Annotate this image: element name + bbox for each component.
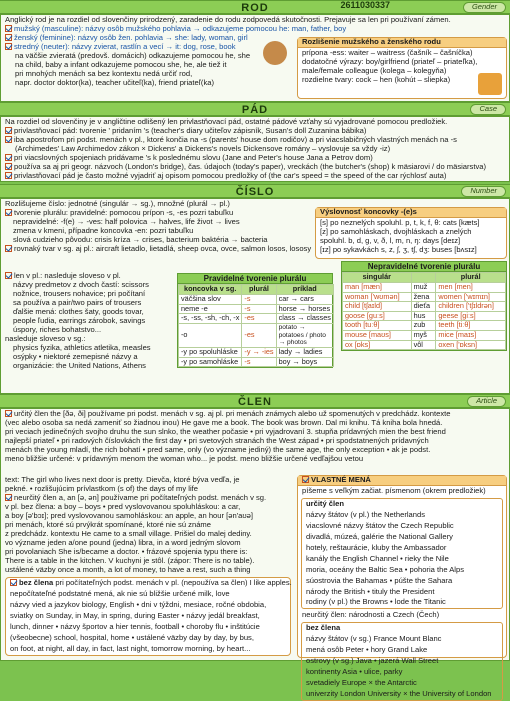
section-tag: Article (467, 396, 506, 407)
pad-line: pri viacslovných spojeniach pridávame 's k poslednému slovu (Jane and Peter's house Jana a Petrov dom) (5, 154, 505, 163)
section-title: PÁD (241, 104, 269, 116)
clen-line: a boy [ə'bɔɪ]; pred vyslovovanou samohláskou: an apple, an hour [ən'aʊə] (5, 510, 254, 520)
checkbox-icon (5, 209, 12, 216)
table-row: neme -e -s horse → horses (179, 304, 334, 314)
no-article-line: bez člena pri počítateľných podst. menách v pl. (nepoužíva sa člen) I like apples. (6, 578, 290, 589)
checkbox-icon (5, 272, 12, 279)
section-rod-body (0, 14, 510, 102)
box-line: prípona -ess: waiter – waitress (čašník – čašníčka) (302, 47, 473, 57)
cislo-line: nepravidelné: -f(e) → -ves: half polovica → halves, life život → lives (13, 216, 240, 226)
box-line: mená osôb Peter • hory Grand Lake (306, 645, 428, 655)
rooster-icon (478, 73, 502, 95)
box-line: rodiny (v pl.) the Browns • lode the Titanic (306, 597, 446, 607)
box-line: kanály the English Channel • rieky the Nile (306, 553, 449, 563)
cislo-line: organizácie: the United Nations, Athens (13, 360, 146, 370)
box-line: [z] po samohláskach, dvojhláskach a znelých (320, 226, 472, 236)
column-header: koncovka v sg. (179, 285, 242, 295)
pad-line: privlastňovací pád: tvorenie ' pridaním 's (teacher's diary učiteľov zápisník, Susan's doll Zuzanina bábika) (5, 127, 505, 136)
pad-line: iba apostrofom pri podst. menách v pl., ktoré končia na -s (parents' house dom rodičov) a pri viacslabičných vlastných menách na -s (5, 136, 505, 145)
table-title: Pravidelné tvorenie plurálu (178, 274, 332, 284)
pad-line: používa sa aj pri geogr. názvoch (London's bridge), čas. údajoch (today's paper), vreckách (the butcher's (shop) k mäsiarovi / do mäsiarstva) (5, 163, 505, 172)
section-tag: Gender (463, 2, 506, 13)
cislo-line: Rozlišujeme číslo: jednotné (singulár → sg.), množné (plurál → pl.) (5, 199, 230, 208)
box-title: Rozlišenie mužského a ženského rodu (298, 38, 506, 48)
gender-distinction-box (297, 37, 507, 99)
product-code: 2611030337 (340, 0, 390, 10)
cislo-line: slová cudzieho pôvodu: crisis kríza → crises, bacterium baktéria → bacteria (13, 234, 268, 244)
clen-line: menách the young mladí, the rich bohatí • pred same, only (vo význame jediný) the same age, the only exception • ak je podst. (5, 444, 431, 454)
section-clen-header (0, 394, 510, 408)
no-article-line: sviatky on Sunday, in May, in spring, during Easter • názvy jedál breakfast, (10, 611, 260, 621)
table-row: mouse [maʊs] myš mice [maɪs] (343, 331, 506, 341)
cislo-line: rovnaký tvar v sg. aj pl.: aircraft lietadlo, lietadlá, sheep ovca, ovce, salmon losos, lososy (5, 245, 309, 254)
clen-line: vo význame jeden a/one pound (jedna) libra, in a word jedným slovom (5, 537, 241, 547)
cislo-line: nožnice, trousers nohavice; pri počítaní (13, 288, 146, 298)
cislo-line: tvorenie plurálu: pravidelné: pomocou prípon -s, -es pozri tabuľku (5, 209, 309, 218)
clen-line: (vec alebo osoba sa nedá zameniť so žiadnou inou) He gave me a book. The book was brown. Dal mi knihu. Tá kniha bola hnedá. (5, 417, 443, 427)
section-pad-header (0, 102, 510, 116)
rod-intro: Anglický rod je na rozdiel od slovenčiny prirodzený, zaradenie do rodu zodpovedá skutočnosti. Prejavuje sa len pri používaní zámen. (5, 15, 451, 24)
cislo-line: osýpky • niektoré zemepisné názvy a (13, 351, 138, 361)
box-subtitle: určitý člen (306, 498, 344, 508)
definite-article-box (301, 498, 503, 610)
table-row: man [mæn] muž men [men] (343, 283, 506, 293)
box-line: rozdielne tvary: cock – hen (kohút – sliepka) (302, 74, 451, 84)
box-line: neurčitý člen: národnosti a Czech (Čech) (302, 610, 440, 620)
no-article-line: lunch, dinner • názvy športov a hier tennis, football • choroby flu • inštitúcie (10, 622, 260, 632)
box-line: male/female colleague (kolega – kolegyňa) (302, 65, 447, 75)
dog-icon (263, 41, 287, 65)
box-title: Výslovnosť koncovky -(e)s (316, 208, 506, 218)
box-line: názvy štátov (v sg.) France Mount Blanc (306, 634, 442, 644)
column-header: plurál (436, 273, 506, 283)
rod-line: na child, baby a infant odkazujeme pomocou she, he, ale tiež it (15, 59, 227, 69)
box-line: [s] po neznelých spoluhl. p, t, k, f, θ: cats [kæts] (320, 217, 480, 227)
clen-line: There is a table in the kitchen. V kuchyni je stôl. (zápor: There is no table). (5, 555, 255, 565)
section-cislo-header (0, 184, 510, 198)
checkbox-icon (5, 34, 12, 41)
box-line: názvy štátov (v pl.) the Netherlands (306, 509, 426, 519)
table-row: -y po spoluhláske -y → -ies lady → ladies (179, 348, 334, 358)
clen-line: pri veciach jedinečných svojho druhu the sun slnko, the weather počasie • pri vyjadrovaní 3. stupňa prídavných mien the best friend (5, 426, 446, 436)
no-article-proper-box (301, 622, 503, 701)
box-title: VLASTNÉ MENÁ (298, 476, 506, 486)
cislo-line: názvy predmetov z dvoch častí: scissors (13, 279, 149, 289)
checkbox-icon (5, 410, 12, 417)
clen-line: pri povolaniach She is/became a doctor. • frázové spojenia typu there is: (5, 546, 248, 556)
clen-line: meno bližšie určené: v prídavným menom the woman who... je podst. meno bližšie určené vedľajšou vetou (5, 453, 364, 463)
box-line: moria, oceány the Baltic Sea • pohoria the Alps (306, 564, 465, 574)
column-header: príklad (276, 285, 333, 295)
cislo-line: sa používa a pair/two pairs of trousers (13, 297, 142, 307)
no-article-line: on foot, at night, all day, in fact, last night, tomorrow morning, by heart... (10, 644, 251, 654)
checkbox-icon (5, 154, 12, 161)
pad-line: privlastňovací pád je často možné vyjadriť aj opisom pomocou predložky of (the car's speed = the speed of the car rýchlosť auta) (5, 172, 505, 181)
box-line: kontinenty Asia • ulice, parky (306, 667, 403, 677)
box-line: národy the British • tituly the President (306, 586, 435, 596)
clen-line: v pl. bez člena: a boy – boys • pred vyslovovanou spoluhláskou: a car, (5, 501, 241, 511)
no-article-line: nepočítateľné podstatné mená, ak nie sú bližšie určené milk, love (10, 589, 230, 599)
checkbox-icon (10, 579, 17, 586)
section-title: ČÍSLO (235, 186, 275, 198)
checkbox-icon (5, 172, 12, 179)
section-pad-body (0, 116, 510, 182)
box-line: súostrovia the Bahamas • púšte the Sahara (306, 575, 453, 585)
section-clen-body (0, 408, 510, 699)
clen-line: určitý člen the [ðə, ði] používame pri podst. menách v sg. aj pl. pri menách známych alebo už spomenutých v predchádz. kontexte (5, 410, 505, 419)
section-title: ČLEN (238, 396, 272, 408)
rod-line: na väčšie zvieratá (predovš. domácich) odkazujeme pomocou he, she (15, 50, 251, 60)
table-title: Nepravidelné tvorenie plurálu (342, 262, 506, 272)
table-row: ox [ɒks] vôl oxen ['ɒksn] (343, 340, 506, 350)
clen-line: ustálené väzby once a month, a lot of money, to have a rest, such a thing (5, 564, 251, 574)
box-line: ostrovy (v sg.) Java • jazerá Wall Street (306, 656, 439, 666)
no-article-line: názvy vied a jazykov biology, English • dni v týždni, mesiace, ročné obdobia, (10, 600, 267, 610)
pad-line: (Archimedes' Law Archimedov zákon × Dickens' a Dickens's novels Dickensove romány – vyslovuje sa vždy -iz) (15, 143, 391, 153)
box-line: divadlá, múzeá, galérie the National Gallery (306, 531, 453, 541)
cislo-line: physics fyzika, athletics atletika, measles (13, 342, 151, 352)
rod-line: napr. doctor doktor(ka), teacher učiteľ(ka), friend priateľ(ka) (15, 77, 214, 87)
rod-line: pri mnohých menách sa bez kontextu nedá určiť rod, (15, 68, 193, 78)
checkbox-icon (5, 494, 12, 501)
table-row: tooth [tuːθ] zub teeth [tiːθ] (343, 321, 506, 331)
no-article-line: (všeobecne) school, hospital, home • ustálené väzby day by day, by bus, (10, 633, 254, 643)
clen-line: z predchádz. kontextu He came to a small village. Prišiel do malej dediny. (5, 528, 252, 538)
checkbox-icon (5, 43, 12, 50)
section-cislo-body (0, 198, 510, 394)
box-line: viacslovné názvy štátov the Czech Republic (306, 520, 454, 530)
box-line: dodatočné výrazy: boy/girlfriend (priateľ – priateľka), (302, 56, 478, 66)
table-row: -y po samohláske -s boy → boys (179, 357, 334, 367)
column-header: singulár (343, 273, 412, 283)
cislo-line: people ľudia, earrings zárobok, savings (13, 315, 146, 325)
section-rod-header (0, 0, 510, 14)
cislo-line: úspory, riches bohatstvo... (13, 324, 102, 334)
irregular-plural-table (341, 261, 507, 351)
checkbox-icon (5, 25, 12, 32)
checkbox-icon (5, 245, 12, 252)
clen-line: neurčitý člen a, an [ə, ən] používame pri počítateľných podst. menách v sg. (5, 494, 289, 503)
box-line: hotely, reštaurácie, kluby the Ambassador (306, 542, 447, 552)
rod-line: ženský (feminine): názvy osôb žen. pohlavia → she: lady, woman, girl (5, 34, 305, 43)
table-row: -o -es potato → potatoes / photo → photos (179, 323, 334, 347)
rod-line: stredný (neuter): názvy zvierat, rastlín a vecí → it: dog, rose, book (5, 43, 305, 52)
box-line: svetadiely Europe × the Antarctic (306, 678, 417, 688)
clen-line: text: The girl who lives next door is pretty. Dievča, ktoré býva vedľa, je (5, 475, 240, 484)
table-row: goose [guːs] hus geese [giːs] (343, 311, 506, 321)
box-line: univerzity London University × the University of London (306, 689, 492, 699)
checkbox-icon (5, 163, 12, 170)
clen-line: pekné. • rozlišujúcim prívlastkom (s of) the days of my life (5, 483, 198, 493)
clen-line: najlepší priateľ • pri radových číslovkách the first day • pri svetových stranách the West západ • pri spodstatnených prídavných (5, 435, 429, 445)
section-title: ROD (241, 2, 269, 14)
box-line: spoluhl. b, d, g, v, ð, l, m, n, ŋ: days [deɪz] (320, 235, 461, 245)
box-line: [ɪz] po sykavkách s, z, ʃ, ʒ, tʃ, dʒ: buses [bʌsɪz] (320, 244, 477, 254)
cislo-line: zmena v kmeni, případne koncovka -en: pozri tabuľku (13, 225, 194, 235)
checkbox-icon (5, 127, 12, 134)
pronunciation-box (315, 207, 507, 259)
checkbox-icon (302, 476, 309, 483)
cislo-line: len v pl.: nasleduje sloveso v pl. (5, 272, 167, 281)
regular-plural-table (177, 273, 333, 368)
clen-line: pri menách, ktoré sú prvýkrát spomínané, ktoré nie sú známe (5, 519, 211, 529)
pad-intro: Na rozdiel od slovenčiny je v angličtine odlišený len privlastňovací pád, ostatné pádové vzťahy sú vyjadrované pomocou predložiek. (5, 117, 448, 126)
box-subtitle: píšeme s veľkým začiat. písmenom (okrem predložiek) (302, 485, 486, 495)
cislo-line: ďalšie mená: clothes šaty, goods tovar, (13, 306, 144, 316)
table-row: woman ['wʊmən] žena women ['wɪmɪn] (343, 292, 506, 302)
table-row: -s, -ss, -sh, -ch, -x -es class → classes (179, 314, 334, 324)
proper-nouns-box (297, 475, 507, 699)
cislo-line: nasleduje sloveso v sg.: (5, 333, 86, 343)
table-row: väčšina slov -s car → cars (179, 295, 334, 305)
table-row: child [tʃaɪld] dieťa children ['tʃɪldrən] (343, 302, 506, 312)
section-tag: Case (470, 104, 506, 115)
no-article-box (5, 577, 291, 656)
checkbox-icon (5, 136, 12, 143)
section-tag: Number (461, 186, 506, 197)
rod-line: mužský (masculine): názvy osôb mužského pohlavia → odkazujeme pomocou he: man, father, boy (5, 25, 305, 34)
box-subtitle: bez člena (306, 623, 341, 633)
column-header: plurál (242, 285, 276, 295)
